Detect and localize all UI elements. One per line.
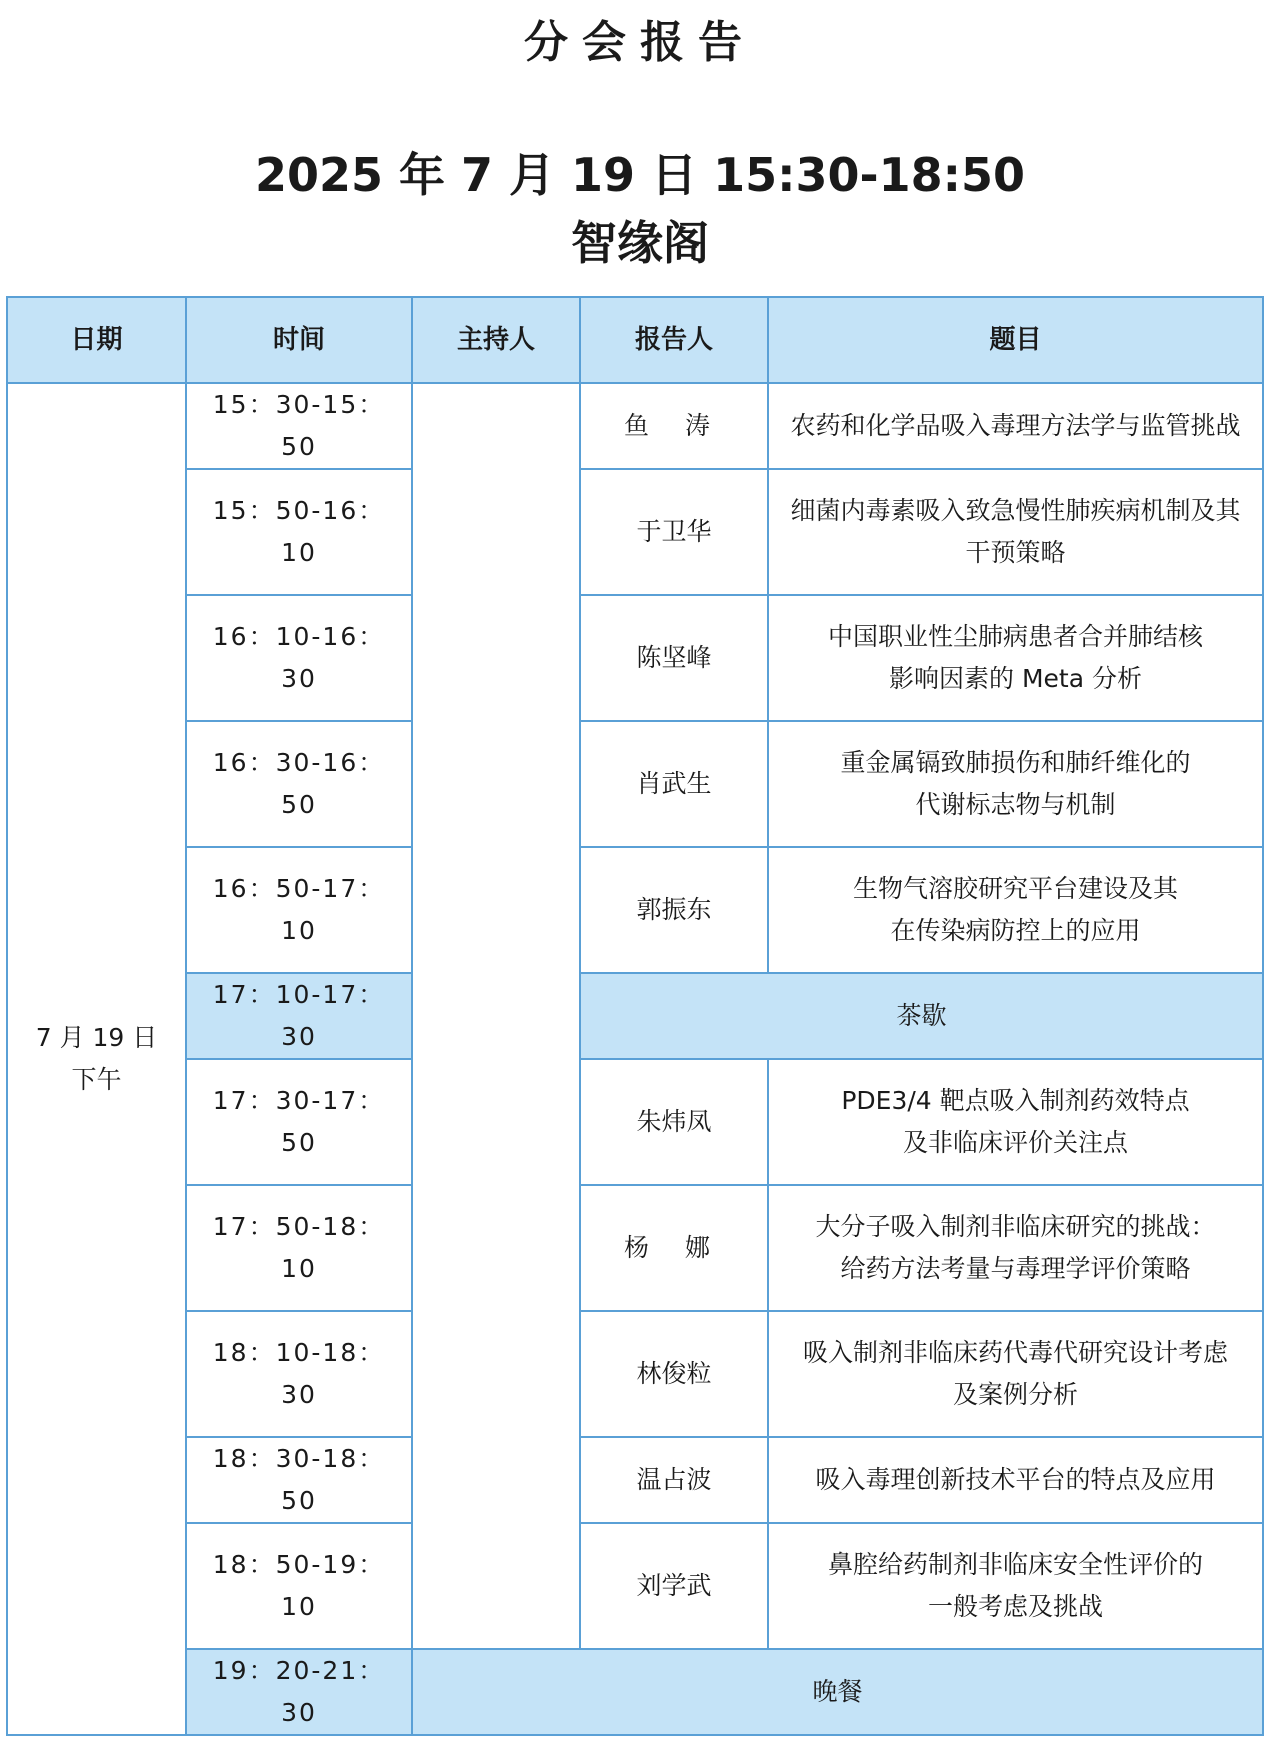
topic-line: 干预策略 [965,538,1066,567]
topic-cell [768,1523,1263,1649]
table-row [7,721,1263,847]
time-cell: 16：10-16：30 [186,595,412,721]
time-cell: 18：50-19：10 [186,1523,412,1649]
topic-line: 一般考虑及挑战 [927,1592,1103,1621]
speaker-cell: 林俊粒 [580,1311,768,1437]
break-row [7,973,1263,1059]
break-row [7,1649,1263,1735]
session-date-time: 2025 年 7 月 19 日 15:30-18:50 [254,148,1026,202]
column-header-time: 时间 [186,297,412,383]
topic-line: 重金属镉致肺损伤和肺纤维化的 [840,748,1191,777]
topic-line: 给药方法考量与毒理学评价策略 [840,1254,1191,1283]
topic-line: 大分子吸入制剂非临床研究的挑战： [815,1212,1216,1241]
date-cell-day: 7 月 19 日 [35,1023,158,1052]
speaker-cell: 肖武生 [580,721,768,847]
topic-line: 及非临床评价关注点 [902,1128,1128,1157]
time-cell: 16：50-17：10 [186,847,412,973]
tea-break-cell: 茶歇 [580,973,1263,1059]
topic-cell [768,1437,1263,1523]
speaker-cell: 刘学武 [580,1523,768,1649]
topic-line: 代谢标志物与机制 [915,790,1116,819]
topic-cell [768,1059,1263,1185]
table-header-row [7,297,1263,383]
topic-cell [768,595,1263,721]
table-row [7,847,1263,973]
date-cell-period: 下午 [71,1065,122,1094]
speaker-cell: 杨 娜 [580,1185,768,1311]
topic-line: 及案例分析 [952,1380,1078,1409]
speaker-cell: 陈坚峰 [580,595,768,721]
time-cell: 15：50-16：10 [186,469,412,595]
schedule-table [6,296,1264,1736]
topic-line: 生物气溶胶研究平台建设及其 [852,874,1178,903]
table-row [7,595,1263,721]
topic-line: 影响因素的 Meta 分析 [889,664,1142,693]
table-row [7,1523,1263,1649]
time-cell: 17：10-17：30 [186,973,412,1059]
time-cell: 18：10-18：30 [186,1311,412,1437]
column-header-host: 主持人 [412,297,580,383]
speaker-cell: 温占波 [580,1437,768,1523]
speaker-cell: 郭振东 [580,847,768,973]
topic-line: 农药和化学品吸入毒理方法学与监管挑战 [790,411,1241,440]
topic-line: 吸入制剂非临床药代毒代研究设计考虑 [802,1338,1228,1367]
time-cell: 19：20-21：30 [186,1649,412,1735]
topic-line: 吸入毒理创新技术平台的特点及应用 [815,1465,1216,1494]
table-row [7,1059,1263,1185]
column-header-speaker: 报告人 [580,297,768,383]
topic-cell [768,1311,1263,1437]
speaker-cell: 鱼 涛 [580,383,768,469]
table-row [7,1185,1263,1311]
topic-line: 鼻腔给药制剂非临床安全性评价的 [827,1550,1203,1579]
topic-line: 细菌内毒素吸入致急慢性肺疾病机制及其 [790,496,1241,525]
time-cell: 17：30-17：50 [186,1059,412,1185]
topic-cell [768,469,1263,595]
topic-line: PDE3/4 靶点吸入制剂药效特点 [841,1086,1190,1115]
time-cell: 18：30-18：50 [186,1437,412,1523]
topic-cell [768,847,1263,973]
date-cell [7,383,186,1735]
dinner-cell: 晚餐 [412,1649,1263,1735]
table-row [7,1437,1263,1523]
host-cell [412,383,580,1649]
column-header-date: 日期 [7,297,186,383]
table-row [7,1311,1263,1437]
time-cell: 17：50-18：10 [186,1185,412,1311]
session-venue: 智缘阁 [571,216,709,270]
topic-cell [768,1185,1263,1311]
page-title: 分会报告 [524,17,756,68]
time-cell: 15：30-15：50 [186,383,412,469]
time-cell: 16：30-16：50 [186,721,412,847]
topic-cell [768,383,1263,469]
topic-line: 在传染病防控上的应用 [890,916,1141,945]
table-row [7,469,1263,595]
table-row [7,383,1263,469]
column-header-topic: 题目 [768,297,1263,383]
speaker-cell: 于卫华 [580,469,768,595]
topic-line: 中国职业性尘肺病患者合并肺结核 [827,622,1203,651]
speaker-cell: 朱炜凤 [580,1059,768,1185]
topic-cell [768,721,1263,847]
